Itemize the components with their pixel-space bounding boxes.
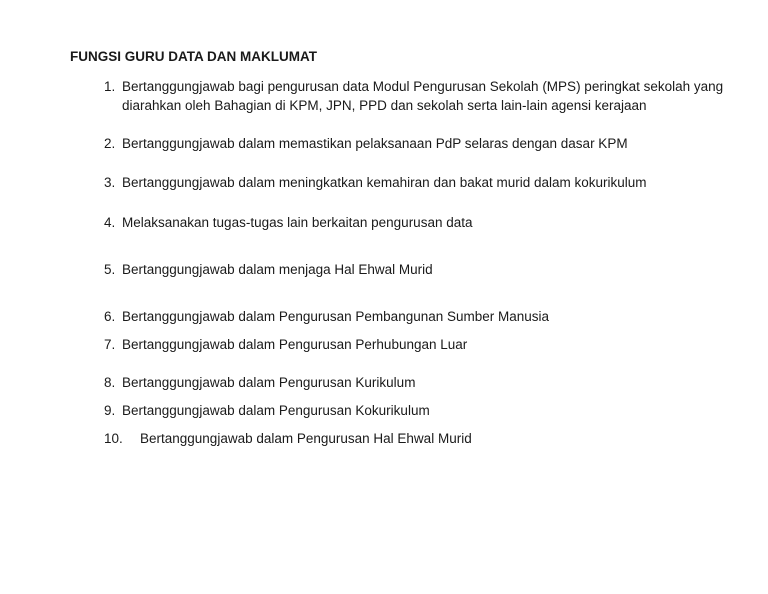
- document-title: FUNGSI GURU DATA DAN MAKLUMAT: [70, 49, 317, 64]
- list-item-number: 9.: [104, 403, 116, 418]
- list-item-text: Bertanggungjawab dalam Pengurusan Kurikulum: [122, 375, 416, 390]
- list-item-text: Bertanggungjawab dalam memastikan pelaksanaan PdP selaras dengan dasar KPM: [122, 136, 628, 151]
- list-item-text: Bertanggungjawab dalam Pengurusan Pembangunan Sumber Manusia: [122, 309, 550, 324]
- list-item-number: 7.: [104, 337, 116, 352]
- list-item-text: Bertanggungjawab dalam meningkatkan kemahiran dan bakat murid dalam kokurikulum: [122, 175, 647, 190]
- list-item: [104, 401, 754, 420]
- list-item: [104, 213, 754, 232]
- list-item-number: 3.: [104, 175, 116, 190]
- list-item-number: 5.: [104, 262, 116, 277]
- list-item: [104, 134, 754, 153]
- list-item: [104, 260, 754, 279]
- list-item-text: Bertanggungjawab dalam menjaga Hal Ehwal Murid: [122, 262, 433, 277]
- list-item: [104, 77, 754, 115]
- list-item: [104, 173, 754, 192]
- list-item-text-line-1: Bertanggungjawab bagi pengurusan data Modul Pengurusan Sekolah (MPS) peringkat sekolah yang: [122, 79, 724, 94]
- list-item-number: 2.: [104, 136, 116, 151]
- list-item: [104, 335, 754, 354]
- list-item-number: 1.: [104, 79, 116, 94]
- list-item-number: 6.: [104, 309, 116, 324]
- list-item-text-line-2: diarahkan oleh Bahagian di KPM, JPN, PPD dan sekolah serta lain-lain agensi kerajaan: [122, 98, 647, 113]
- list-item: [104, 373, 754, 392]
- list-item-number: 10.: [104, 431, 123, 446]
- list-item-text: Bertanggungjawab dalam Pengurusan Kokurikulum: [122, 403, 430, 418]
- list-item: [104, 429, 754, 448]
- list-item-text: Bertanggungjawab dalam Pengurusan Hal Ehwal Murid: [140, 431, 472, 446]
- list-item-number: 4.: [104, 215, 116, 230]
- list-item-text: Melaksanakan tugas-tugas lain berkaitan pengurusan data: [122, 215, 473, 230]
- list-item: [104, 307, 754, 326]
- list-item-number: 8.: [104, 375, 116, 390]
- list-item-text: Bertanggungjawab dalam Pengurusan Perhubungan Luar: [122, 337, 468, 352]
